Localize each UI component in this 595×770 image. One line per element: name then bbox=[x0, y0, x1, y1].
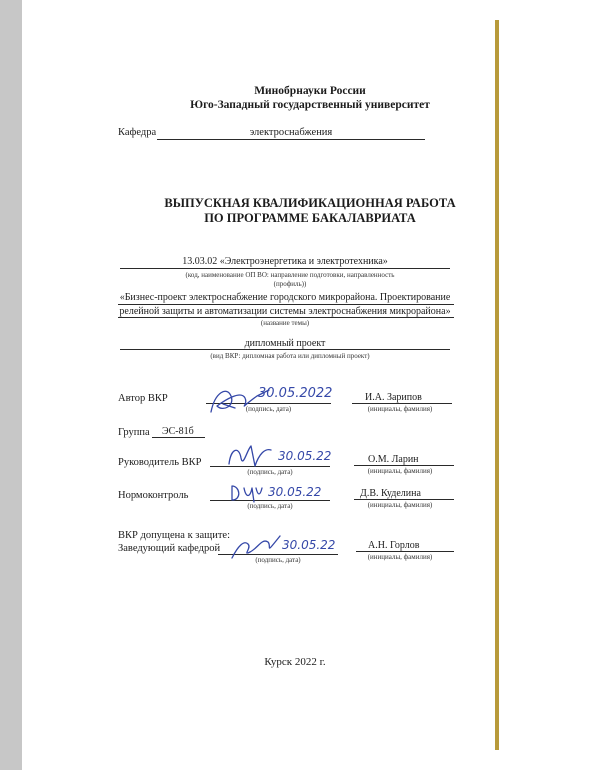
group-value: ЭС-81б bbox=[162, 426, 194, 437]
normcontrol-label: Нормоконтроль bbox=[118, 490, 189, 501]
direction-underline bbox=[120, 268, 450, 269]
supervisor-name-line bbox=[354, 465, 454, 466]
direction-caption-line2: (профиль)) bbox=[273, 280, 307, 288]
head-name-caption: (инициалы, фамилия) bbox=[367, 553, 433, 561]
work-type-value: дипломный проект bbox=[244, 338, 326, 349]
work-title-line2: ПО ПРОГРАММЕ БАКАЛАВРИАТА bbox=[204, 211, 416, 225]
author-signature-date: 30.05.2022 bbox=[258, 386, 333, 401]
supervisor-signature-date: 30.05.22 bbox=[278, 449, 332, 463]
normcontrol-name: Д.В. Куделина bbox=[360, 488, 421, 499]
department-label: Кафедра bbox=[118, 127, 157, 138]
admission-line: ВКР допущена к защите: bbox=[118, 530, 230, 541]
department-underline bbox=[157, 139, 425, 140]
head-signature-date: 30.05.22 bbox=[282, 538, 336, 552]
head-signature-caption: (подпись, дата) bbox=[255, 556, 301, 564]
normcontrol-name-caption: (инициалы, фамилия) bbox=[367, 501, 433, 509]
head-name-line bbox=[356, 551, 454, 552]
direction-value: 13.03.02 «Электроэнергетика и электротехника» bbox=[182, 256, 388, 267]
city-year: Курск 2022 г. bbox=[264, 656, 326, 668]
normcontrol-signature-caption: (подпись, дата) bbox=[247, 502, 293, 510]
author-label: Автор ВКР bbox=[118, 393, 168, 404]
work-title-line1: ВЫПУСКНАЯ КВАЛИФИКАЦИОННАЯ РАБОТА bbox=[164, 196, 456, 210]
author-name-line bbox=[352, 403, 452, 404]
supervisor-label: Руководитель ВКР bbox=[118, 457, 202, 468]
topic-line2: релейной защиты и автоматизации системы электроснабжения микрорайона» bbox=[119, 306, 451, 317]
work-type-caption: (вид ВКР: дипломная работа или дипломный проект) bbox=[210, 352, 370, 360]
supervisor-signature-icon bbox=[225, 440, 275, 472]
topic-underline1 bbox=[118, 304, 454, 305]
head-signature-icon bbox=[228, 530, 284, 564]
topic-underline2 bbox=[118, 317, 454, 318]
group-label: Группа bbox=[118, 427, 150, 438]
head-name: А.Н. Горлов bbox=[368, 540, 420, 551]
head-of-department-label: Заведующий кафедрой bbox=[118, 543, 221, 554]
normcontrol-name-line bbox=[354, 499, 454, 500]
direction-caption-line1: (код, наименование ОП ВО: направление подготовки, направленность bbox=[185, 271, 395, 279]
normcontrol-signature-date: 30.05.22 bbox=[268, 485, 322, 499]
normcontrol-signature-icon bbox=[228, 480, 264, 506]
author-name-caption: (инициалы, фамилия) bbox=[367, 405, 433, 413]
topic-caption: (название темы) bbox=[260, 319, 310, 327]
scan-right-edge bbox=[495, 20, 499, 750]
topic-line1: «Бизнес-проект электроснабжение городского микрорайона. Проектирование bbox=[119, 292, 451, 303]
author-signature-caption: (подпись, дата) bbox=[245, 405, 292, 413]
university-name: Юго-Западный государственный университет bbox=[190, 99, 430, 111]
supervisor-name-caption: (инициалы, фамилия) bbox=[367, 467, 433, 475]
ministry-name: Минобрнауки России bbox=[254, 85, 366, 97]
supervisor-name: О.М. Ларин bbox=[368, 454, 419, 465]
author-name: И.А. Зарипов bbox=[365, 392, 422, 403]
supervisor-signature-caption: (подпись, дата) bbox=[247, 468, 293, 476]
department-value: электроснабжения bbox=[249, 127, 333, 138]
scan-left-edge bbox=[0, 0, 22, 770]
group-underline bbox=[152, 437, 205, 438]
work-type-underline bbox=[120, 349, 450, 350]
